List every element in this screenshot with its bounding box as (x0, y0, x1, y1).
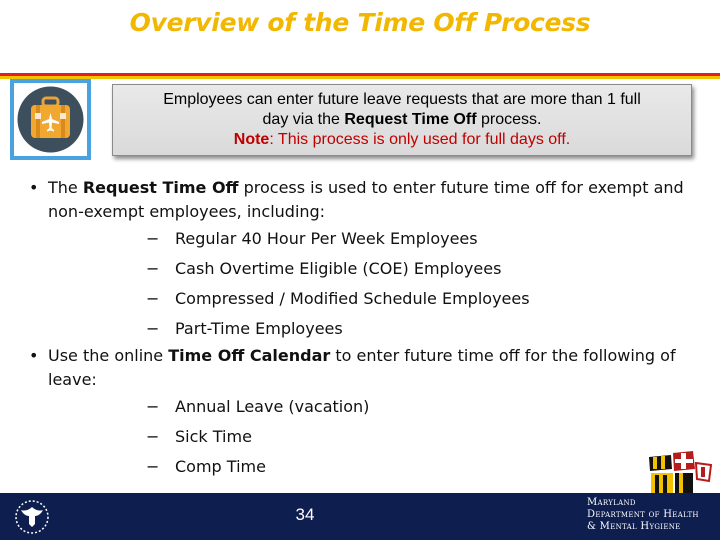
bullet-text: process is used to enter future time off for exempt and (238, 178, 684, 197)
bullet-text: to enter future time off for the following of (330, 346, 676, 365)
callout-line-2-end: process. (476, 111, 542, 128)
dash: − (146, 397, 160, 416)
hhs-eagle-seal-icon (14, 499, 50, 535)
list-item (28, 314, 698, 344)
bullet-time-off-calendar (28, 344, 698, 392)
bullet-request-time-off (28, 176, 698, 224)
bullet-text: leave: (48, 370, 97, 389)
note-callout (112, 84, 692, 156)
slide-title: Overview of the Time Off Process (129, 8, 591, 37)
list-item-text: Annual Leave (vacation) (175, 397, 370, 416)
list-item-text: Regular 40 Hour Per Week Employees (175, 229, 478, 248)
bullet-dot: • (29, 178, 39, 197)
org-line-1: Maryland (587, 497, 636, 508)
bullet-bold-term: Time Off Calendar (168, 346, 331, 365)
dash: − (146, 427, 160, 446)
dash: − (146, 319, 160, 338)
note-text: : This process is only used for full days off. (269, 131, 571, 148)
bullet-text: non-exempt employees, including: (48, 202, 326, 221)
dash: − (146, 457, 160, 476)
list-item-text: Cash Overtime Eligible (COE) Employees (175, 259, 502, 278)
dash: − (146, 289, 160, 308)
page-number: 34 (295, 505, 315, 524)
org-line-3: & Mental Hygiene (587, 521, 681, 532)
note-label: Note (233, 131, 270, 148)
bullet-dot: • (29, 346, 39, 365)
callout-request-time-off: Request Time Off (344, 111, 477, 128)
list-item (28, 284, 698, 314)
list-item-text: Part-Time Employees (175, 319, 343, 338)
list-item (28, 254, 698, 284)
suitcase-airplane-icon (14, 83, 87, 156)
list-item-text: Sick Time (175, 427, 252, 446)
callout-line-2 (113, 110, 691, 130)
dash: − (146, 229, 160, 248)
maryland-flag-logo-icon (645, 449, 715, 495)
title-divider-yellow (0, 76, 720, 79)
bullet-bold-term: Request Time Off (82, 178, 239, 197)
callout-line-1: Employees can enter future leave requests that are more than 1 full (163, 91, 641, 108)
org-name (587, 497, 717, 533)
callout-note (113, 130, 691, 150)
list-item (28, 452, 698, 482)
org-line-2: Department of Health (587, 509, 699, 520)
list-item-text: Compressed / Modified Schedule Employees (175, 289, 530, 308)
footer-bar (0, 493, 720, 540)
list-item (28, 422, 698, 452)
bullet-text: Use the online (48, 346, 169, 365)
travel-icon-frame (10, 79, 91, 160)
list-item (28, 392, 698, 422)
list-item (28, 224, 698, 254)
bullet-text: The (48, 178, 83, 197)
slide-body (28, 176, 698, 482)
callout-line-2-text: day via the (262, 111, 345, 128)
dash: − (146, 259, 160, 278)
list-item-text: Comp Time (175, 457, 266, 476)
